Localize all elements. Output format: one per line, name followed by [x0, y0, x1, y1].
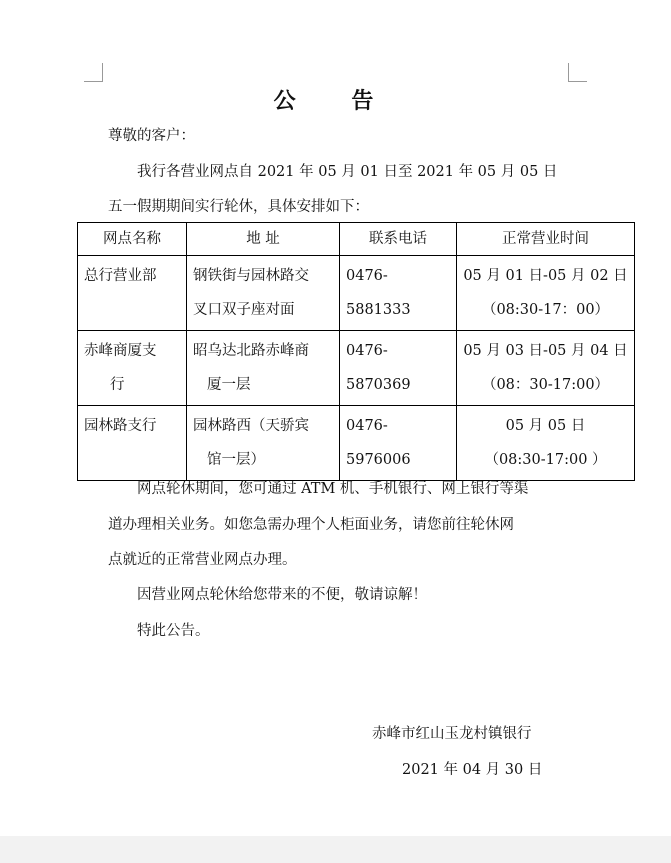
branch-name-cell — [78, 331, 187, 406]
business-hours-cell — [457, 331, 635, 406]
address-line: 昭乌达北路赤峰商 — [193, 343, 309, 359]
header-branch-name: 网点名称 — [78, 223, 187, 256]
body-paragraph-3: 特此公告。 — [137, 623, 210, 639]
business-hours: （08：30-17:00） — [481, 377, 610, 393]
address-cell — [187, 256, 340, 331]
page-title: 公 告 — [273, 89, 398, 114]
crop-mark-top-left — [84, 63, 103, 82]
signature-date: 2021 年 04 月 30 日 — [402, 762, 543, 778]
header-address: 地 址 — [187, 223, 340, 256]
branch-schedule-table — [77, 222, 635, 481]
address-line: 馆一层） — [207, 452, 265, 468]
body-paragraph-1-line-2: 道办理相关业务。如您急需办理个人柜面业务，请您前往轮休网 — [108, 517, 514, 533]
branch-name-line: 园林路支行 — [84, 418, 157, 434]
body-paragraph-2: 因营业网点轮休给您带来的不便，敬请谅解！ — [137, 587, 427, 603]
phone-number: 0476-5976006 — [346, 418, 411, 468]
address-line: 叉口双子座对面 — [193, 302, 295, 318]
phone-cell — [340, 256, 457, 331]
phone-number: 0476-5870369 — [346, 343, 411, 393]
business-hours: （08:30-17:00 ） — [484, 452, 607, 468]
intro-line-1: 我行各营业网点自 2021 年 05 月 01 日至 2021 年 05 月 05 日 — [137, 164, 558, 180]
branch-name-line: 赤峰商厦支 — [84, 343, 157, 359]
branch-name-line: 行 — [110, 377, 125, 393]
business-dates: 05 月 03 日-05 月 04 日 — [463, 343, 628, 359]
address-line: 厦一层 — [207, 377, 251, 393]
greeting: 尊敬的客户： — [108, 128, 195, 144]
table-row — [78, 406, 635, 481]
table-row — [78, 331, 635, 406]
address-cell — [187, 406, 340, 481]
table-header-row — [78, 223, 635, 256]
phone-cell — [340, 406, 457, 481]
header-phone: 联系电话 — [340, 223, 457, 256]
phone-cell — [340, 331, 457, 406]
business-hours-cell — [457, 406, 635, 481]
table-row — [78, 256, 635, 331]
address-line: 钢铁街与园林路交 — [193, 268, 309, 284]
address-line: 园林路西（天骄宾 — [193, 418, 309, 434]
phone-number: 0476-5881333 — [346, 268, 411, 318]
address-cell — [187, 331, 340, 406]
branch-name-cell — [78, 406, 187, 481]
page-bottom-margin — [0, 836, 671, 863]
intro-line-2: 五一假期期间实行轮休，具体安排如下： — [108, 199, 369, 215]
body-paragraph-1-line-1: 网点轮休期间，您可通过 ATM 机、手机银行、网上银行等渠 — [137, 481, 529, 497]
branch-name-cell — [78, 256, 187, 331]
business-dates: 05 月 01 日-05 月 02 日 — [463, 268, 628, 284]
body-paragraph-1-line-3: 点就近的正常营业网点办理。 — [108, 552, 297, 568]
business-hours-cell — [457, 256, 635, 331]
branch-name-line: 总行营业部 — [84, 268, 157, 284]
business-dates: 05 月 05 日 — [505, 418, 586, 434]
crop-mark-top-right — [568, 63, 587, 82]
signature-organization: 赤峰市红山玉龙村镇银行 — [372, 726, 532, 742]
header-business-hours: 正常营业时间 — [457, 223, 635, 256]
business-hours: （08:30-17：00） — [481, 302, 610, 318]
